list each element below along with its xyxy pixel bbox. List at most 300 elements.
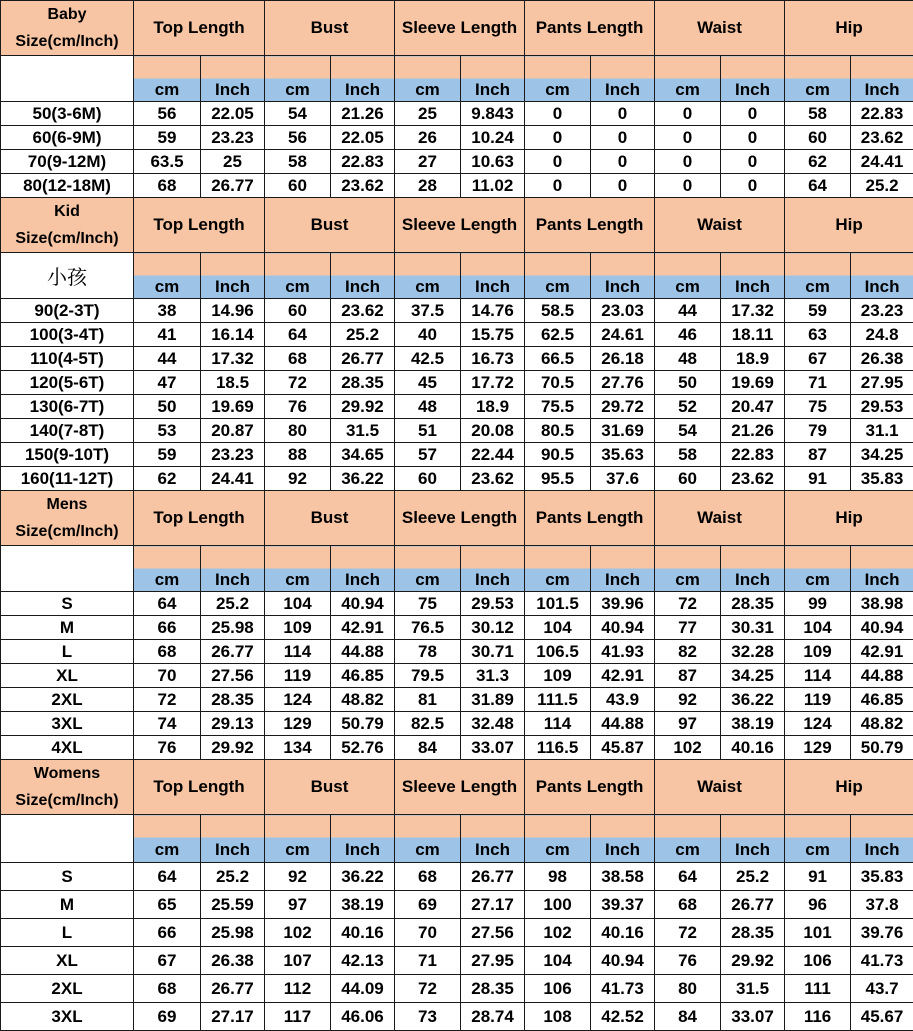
- table-row: [1, 126, 913, 150]
- value-cell: 10.63: [461, 150, 525, 174]
- value-cell: 96: [785, 891, 851, 919]
- womens-unit-inch: Inch: [591, 815, 655, 863]
- value-cell: 16.73: [461, 347, 525, 371]
- value-cell: 80: [655, 975, 721, 1003]
- baby-header-row: [1, 1, 913, 56]
- table-row: [1, 371, 913, 395]
- size-cell: 2XL: [1, 688, 134, 712]
- value-cell: 35.63: [591, 443, 655, 467]
- mens-column-title: Bust: [265, 491, 395, 546]
- value-cell: 27.95: [851, 371, 913, 395]
- size-cell: 130(6-7T): [1, 395, 134, 419]
- value-cell: 23.23: [201, 443, 265, 467]
- value-cell: 65: [134, 891, 201, 919]
- value-cell: 25.98: [201, 616, 265, 640]
- value-cell: 40.16: [331, 919, 395, 947]
- baby-column-title: Hip: [785, 1, 913, 56]
- womens-unit-inch: Inch: [201, 815, 265, 863]
- value-cell: 46.85: [851, 688, 913, 712]
- size-cell: 90(2-3T): [1, 299, 134, 323]
- value-cell: 0: [591, 150, 655, 174]
- value-cell: 67: [134, 947, 201, 975]
- value-cell: 53: [134, 419, 201, 443]
- mens-unit-inch: Inch: [201, 546, 265, 592]
- value-cell: 35.83: [851, 863, 913, 891]
- value-cell: 124: [265, 688, 331, 712]
- value-cell: 109: [525, 664, 591, 688]
- value-cell: 116.5: [525, 736, 591, 760]
- value-cell: 40: [395, 323, 461, 347]
- value-cell: 101: [785, 919, 851, 947]
- value-cell: 68: [395, 863, 461, 891]
- value-cell: 119: [265, 664, 331, 688]
- value-cell: 11.02: [461, 174, 525, 198]
- value-cell: 70.5: [525, 371, 591, 395]
- value-cell: 72: [134, 688, 201, 712]
- value-cell: 129: [785, 736, 851, 760]
- womens-unit-inch: Inch: [851, 815, 913, 863]
- value-cell: 27.17: [201, 1003, 265, 1031]
- value-cell: 31.89: [461, 688, 525, 712]
- table-row: [1, 1003, 913, 1031]
- baby-sub-label: [1, 56, 134, 102]
- value-cell: 70: [134, 664, 201, 688]
- kid-column-title: Top Length: [134, 198, 265, 253]
- baby-unit-inch: Inch: [721, 56, 785, 102]
- table-row: [1, 395, 913, 419]
- table-row: [1, 347, 913, 371]
- value-cell: 28.74: [461, 1003, 525, 1031]
- value-cell: 20.47: [721, 395, 785, 419]
- value-cell: 38.98: [851, 592, 913, 616]
- value-cell: 28.35: [721, 919, 785, 947]
- kid-column-title: Bust: [265, 198, 395, 253]
- value-cell: 26.77: [331, 347, 395, 371]
- value-cell: 82: [655, 640, 721, 664]
- value-cell: 19.69: [201, 395, 265, 419]
- baby-unit-inch: Inch: [851, 56, 913, 102]
- value-cell: 20.08: [461, 419, 525, 443]
- value-cell: 73: [395, 1003, 461, 1031]
- size-cell: M: [1, 616, 134, 640]
- value-cell: 111: [785, 975, 851, 1003]
- value-cell: 26.38: [201, 947, 265, 975]
- baby-unit-cm: cm: [785, 56, 851, 102]
- kid-size-label: Size(cm/Inch): [15, 230, 118, 247]
- value-cell: 23.23: [851, 299, 913, 323]
- womens-unit-cm: cm: [785, 815, 851, 863]
- mens-unit-cm: cm: [785, 546, 851, 592]
- value-cell: 92: [265, 863, 331, 891]
- value-cell: 51: [395, 419, 461, 443]
- size-cell: 150(9-10T): [1, 443, 134, 467]
- table-row: [1, 174, 913, 198]
- value-cell: 42.91: [331, 616, 395, 640]
- value-cell: 37.8: [851, 891, 913, 919]
- value-cell: 64: [134, 863, 201, 891]
- value-cell: 78: [395, 640, 461, 664]
- table-row: [1, 299, 913, 323]
- value-cell: 24.41: [851, 150, 913, 174]
- value-cell: 44.88: [851, 664, 913, 688]
- size-cell: S: [1, 863, 134, 891]
- value-cell: 68: [265, 347, 331, 371]
- value-cell: 116: [785, 1003, 851, 1031]
- value-cell: 104: [525, 616, 591, 640]
- value-cell: 31.69: [591, 419, 655, 443]
- value-cell: 26.77: [721, 891, 785, 919]
- value-cell: 22.05: [201, 102, 265, 126]
- value-cell: 44.88: [591, 712, 655, 736]
- womens-column-title: Top Length: [134, 760, 265, 815]
- value-cell: 102: [525, 919, 591, 947]
- value-cell: 98: [525, 863, 591, 891]
- value-cell: 44.88: [331, 640, 395, 664]
- kid-unit-inch: Inch: [851, 253, 913, 299]
- size-cell: 60(6-9M): [1, 126, 134, 150]
- value-cell: 34.65: [331, 443, 395, 467]
- value-cell: 59: [785, 299, 851, 323]
- value-cell: 79.5: [395, 664, 461, 688]
- size-cell: 2XL: [1, 975, 134, 1003]
- value-cell: 68: [134, 174, 201, 198]
- value-cell: 50.79: [331, 712, 395, 736]
- value-cell: 68: [655, 891, 721, 919]
- value-cell: 17.32: [201, 347, 265, 371]
- value-cell: 64: [134, 592, 201, 616]
- baby-unit-cm: cm: [395, 56, 461, 102]
- value-cell: 68: [134, 640, 201, 664]
- value-cell: 23.62: [721, 467, 785, 491]
- mens-sub-label: [1, 546, 134, 592]
- value-cell: 33.07: [461, 736, 525, 760]
- value-cell: 101.5: [525, 592, 591, 616]
- value-cell: 22.44: [461, 443, 525, 467]
- baby-unit-row: [1, 56, 913, 102]
- value-cell: 38.19: [721, 712, 785, 736]
- value-cell: 25.2: [331, 323, 395, 347]
- value-cell: 66: [134, 919, 201, 947]
- baby-column-title: Waist: [655, 1, 785, 56]
- value-cell: 54: [265, 102, 331, 126]
- value-cell: 16.14: [201, 323, 265, 347]
- table-row: [1, 919, 913, 947]
- value-cell: 26.77: [201, 640, 265, 664]
- baby-unit-cm: cm: [265, 56, 331, 102]
- womens-unit-cm: cm: [134, 815, 201, 863]
- mens-header-row: [1, 491, 913, 546]
- value-cell: 0: [655, 126, 721, 150]
- value-cell: 29.53: [461, 592, 525, 616]
- kid-unit-cm: cm: [785, 253, 851, 299]
- value-cell: 26.18: [591, 347, 655, 371]
- value-cell: 0: [525, 150, 591, 174]
- value-cell: 27.56: [201, 664, 265, 688]
- value-cell: 72: [655, 592, 721, 616]
- womens-unit-inch: Inch: [721, 815, 785, 863]
- value-cell: 102: [655, 736, 721, 760]
- value-cell: 38.58: [591, 863, 655, 891]
- value-cell: 17.72: [461, 371, 525, 395]
- value-cell: 58.5: [525, 299, 591, 323]
- size-cell: 100(3-4T): [1, 323, 134, 347]
- value-cell: 72: [265, 371, 331, 395]
- value-cell: 58: [265, 150, 331, 174]
- value-cell: 107: [265, 947, 331, 975]
- value-cell: 24.61: [591, 323, 655, 347]
- mens-section-header: [1, 491, 134, 546]
- value-cell: 44.09: [331, 975, 395, 1003]
- value-cell: 58: [655, 443, 721, 467]
- table-row: [1, 640, 913, 664]
- value-cell: 75.5: [525, 395, 591, 419]
- kid-unit-row: [1, 253, 913, 299]
- womens-unit-cm: cm: [265, 815, 331, 863]
- baby-unit-cm: cm: [134, 56, 201, 102]
- value-cell: 63: [785, 323, 851, 347]
- womens-column-title: Pants Length: [525, 760, 655, 815]
- value-cell: 25: [201, 150, 265, 174]
- baby-section-header: [1, 1, 134, 56]
- value-cell: 62: [134, 467, 201, 491]
- value-cell: 32.28: [721, 640, 785, 664]
- value-cell: 129: [265, 712, 331, 736]
- value-cell: 36.22: [721, 688, 785, 712]
- value-cell: 60: [395, 467, 461, 491]
- value-cell: 31.3: [461, 664, 525, 688]
- value-cell: 26.38: [851, 347, 913, 371]
- value-cell: 39.76: [851, 919, 913, 947]
- size-cell: 4XL: [1, 736, 134, 760]
- baby-column-title: Pants Length: [525, 1, 655, 56]
- value-cell: 82.5: [395, 712, 461, 736]
- value-cell: 39.37: [591, 891, 655, 919]
- womens-column-title: Sleeve Length: [395, 760, 525, 815]
- baby-column-title: Sleeve Length: [395, 1, 525, 56]
- value-cell: 112: [265, 975, 331, 1003]
- womens-column-title: Hip: [785, 760, 913, 815]
- size-cell: 120(5-6T): [1, 371, 134, 395]
- value-cell: 23.62: [331, 299, 395, 323]
- value-cell: 91: [785, 467, 851, 491]
- value-cell: 109: [785, 640, 851, 664]
- value-cell: 30.12: [461, 616, 525, 640]
- value-cell: 23.62: [331, 174, 395, 198]
- value-cell: 111.5: [525, 688, 591, 712]
- womens-unit-cm: cm: [655, 815, 721, 863]
- value-cell: 27.76: [591, 371, 655, 395]
- value-cell: 25.2: [851, 174, 913, 198]
- table-row: [1, 863, 913, 891]
- value-cell: 33.07: [721, 1003, 785, 1031]
- size-cell: 140(7-8T): [1, 419, 134, 443]
- value-cell: 29.92: [721, 947, 785, 975]
- value-cell: 34.25: [721, 664, 785, 688]
- mens-unit-cm: cm: [395, 546, 461, 592]
- size-cell: L: [1, 919, 134, 947]
- value-cell: 41.73: [591, 975, 655, 1003]
- value-cell: 40.16: [721, 736, 785, 760]
- kid-unit-cm: cm: [655, 253, 721, 299]
- value-cell: 66.5: [525, 347, 591, 371]
- value-cell: 27.56: [461, 919, 525, 947]
- kid-column-title: Sleeve Length: [395, 198, 525, 253]
- womens-column-title: Waist: [655, 760, 785, 815]
- value-cell: 41: [134, 323, 201, 347]
- value-cell: 15.75: [461, 323, 525, 347]
- mens-unit-cm: cm: [265, 546, 331, 592]
- value-cell: 21.26: [331, 102, 395, 126]
- womens-section-title: Womens: [34, 765, 100, 782]
- value-cell: 64: [655, 863, 721, 891]
- value-cell: 0: [721, 102, 785, 126]
- value-cell: 27: [395, 150, 461, 174]
- value-cell: 38: [134, 299, 201, 323]
- baby-size-label: Size(cm/Inch): [15, 33, 118, 50]
- womens-unit-cm: cm: [525, 815, 591, 863]
- mens-section-title: Mens: [47, 496, 88, 513]
- value-cell: 46.85: [331, 664, 395, 688]
- value-cell: 80: [265, 419, 331, 443]
- value-cell: 24.8: [851, 323, 913, 347]
- value-cell: 106.5: [525, 640, 591, 664]
- value-cell: 0: [655, 102, 721, 126]
- value-cell: 106: [525, 975, 591, 1003]
- size-cell: 3XL: [1, 712, 134, 736]
- value-cell: 31.5: [721, 975, 785, 1003]
- mens-size-label: Size(cm/Inch): [15, 523, 118, 540]
- value-cell: 28.35: [721, 592, 785, 616]
- value-cell: 23.23: [201, 126, 265, 150]
- value-cell: 90.5: [525, 443, 591, 467]
- value-cell: 108: [525, 1003, 591, 1031]
- value-cell: 45: [395, 371, 461, 395]
- value-cell: 30.71: [461, 640, 525, 664]
- value-cell: 114: [785, 664, 851, 688]
- value-cell: 62.5: [525, 323, 591, 347]
- value-cell: 71: [395, 947, 461, 975]
- value-cell: 40.94: [331, 592, 395, 616]
- value-cell: 97: [265, 891, 331, 919]
- value-cell: 72: [655, 919, 721, 947]
- value-cell: 102: [265, 919, 331, 947]
- value-cell: 29.13: [201, 712, 265, 736]
- table-row: [1, 150, 913, 174]
- kid-unit-inch: Inch: [591, 253, 655, 299]
- value-cell: 64: [785, 174, 851, 198]
- value-cell: 34.25: [851, 443, 913, 467]
- value-cell: 41.73: [851, 947, 913, 975]
- value-cell: 0: [591, 174, 655, 198]
- value-cell: 106: [785, 947, 851, 975]
- value-cell: 75: [785, 395, 851, 419]
- mens-unit-cm: cm: [655, 546, 721, 592]
- value-cell: 48: [655, 347, 721, 371]
- value-cell: 56: [134, 102, 201, 126]
- value-cell: 40.16: [591, 919, 655, 947]
- value-cell: 26: [395, 126, 461, 150]
- kid-section-header: [1, 198, 134, 253]
- value-cell: 23.03: [591, 299, 655, 323]
- value-cell: 25.98: [201, 919, 265, 947]
- value-cell: 52: [655, 395, 721, 419]
- value-cell: 25.2: [201, 592, 265, 616]
- value-cell: 75: [395, 592, 461, 616]
- value-cell: 100: [525, 891, 591, 919]
- value-cell: 37.6: [591, 467, 655, 491]
- value-cell: 25.2: [201, 863, 265, 891]
- value-cell: 14.76: [461, 299, 525, 323]
- baby-unit-cm: cm: [655, 56, 721, 102]
- mens-column-title: Waist: [655, 491, 785, 546]
- value-cell: 26.77: [201, 975, 265, 1003]
- value-cell: 24.41: [201, 467, 265, 491]
- value-cell: 42.91: [591, 664, 655, 688]
- value-cell: 31.5: [331, 419, 395, 443]
- value-cell: 25.2: [721, 863, 785, 891]
- value-cell: 69: [134, 1003, 201, 1031]
- womens-header-row: [1, 760, 913, 815]
- value-cell: 28: [395, 174, 461, 198]
- mens-unit-inch: Inch: [721, 546, 785, 592]
- mens-unit-inch: Inch: [331, 546, 395, 592]
- size-cell: 50(3-6M): [1, 102, 134, 126]
- kid-unit-cm: cm: [134, 253, 201, 299]
- size-cell: 80(12-18M): [1, 174, 134, 198]
- value-cell: 88: [265, 443, 331, 467]
- value-cell: 77: [655, 616, 721, 640]
- value-cell: 84: [395, 736, 461, 760]
- value-cell: 66: [134, 616, 201, 640]
- value-cell: 43.7: [851, 975, 913, 1003]
- value-cell: 81: [395, 688, 461, 712]
- value-cell: 10.24: [461, 126, 525, 150]
- kid-unit-cm: cm: [265, 253, 331, 299]
- value-cell: 97: [655, 712, 721, 736]
- value-cell: 18.9: [461, 395, 525, 419]
- value-cell: 104: [785, 616, 851, 640]
- table-row: [1, 947, 913, 975]
- value-cell: 71: [785, 371, 851, 395]
- value-cell: 91: [785, 863, 851, 891]
- value-cell: 38.19: [331, 891, 395, 919]
- value-cell: 70: [395, 919, 461, 947]
- value-cell: 59: [134, 126, 201, 150]
- value-cell: 42.91: [851, 640, 913, 664]
- value-cell: 28.35: [331, 371, 395, 395]
- value-cell: 74: [134, 712, 201, 736]
- womens-column-title: Bust: [265, 760, 395, 815]
- value-cell: 20.87: [201, 419, 265, 443]
- mens-unit-inch: Inch: [591, 546, 655, 592]
- kid-unit-inch: Inch: [331, 253, 395, 299]
- value-cell: 40.94: [591, 616, 655, 640]
- womens-size-label: Size(cm/Inch): [15, 792, 118, 809]
- size-cell: 3XL: [1, 1003, 134, 1031]
- value-cell: 47: [134, 371, 201, 395]
- value-cell: 114: [265, 640, 331, 664]
- value-cell: 42.5: [395, 347, 461, 371]
- value-cell: 72: [395, 975, 461, 1003]
- value-cell: 36.22: [331, 467, 395, 491]
- value-cell: 84: [655, 1003, 721, 1031]
- table-row: [1, 975, 913, 1003]
- value-cell: 0: [721, 126, 785, 150]
- value-cell: 76: [134, 736, 201, 760]
- size-cell: L: [1, 640, 134, 664]
- value-cell: 22.05: [331, 126, 395, 150]
- value-cell: 0: [655, 174, 721, 198]
